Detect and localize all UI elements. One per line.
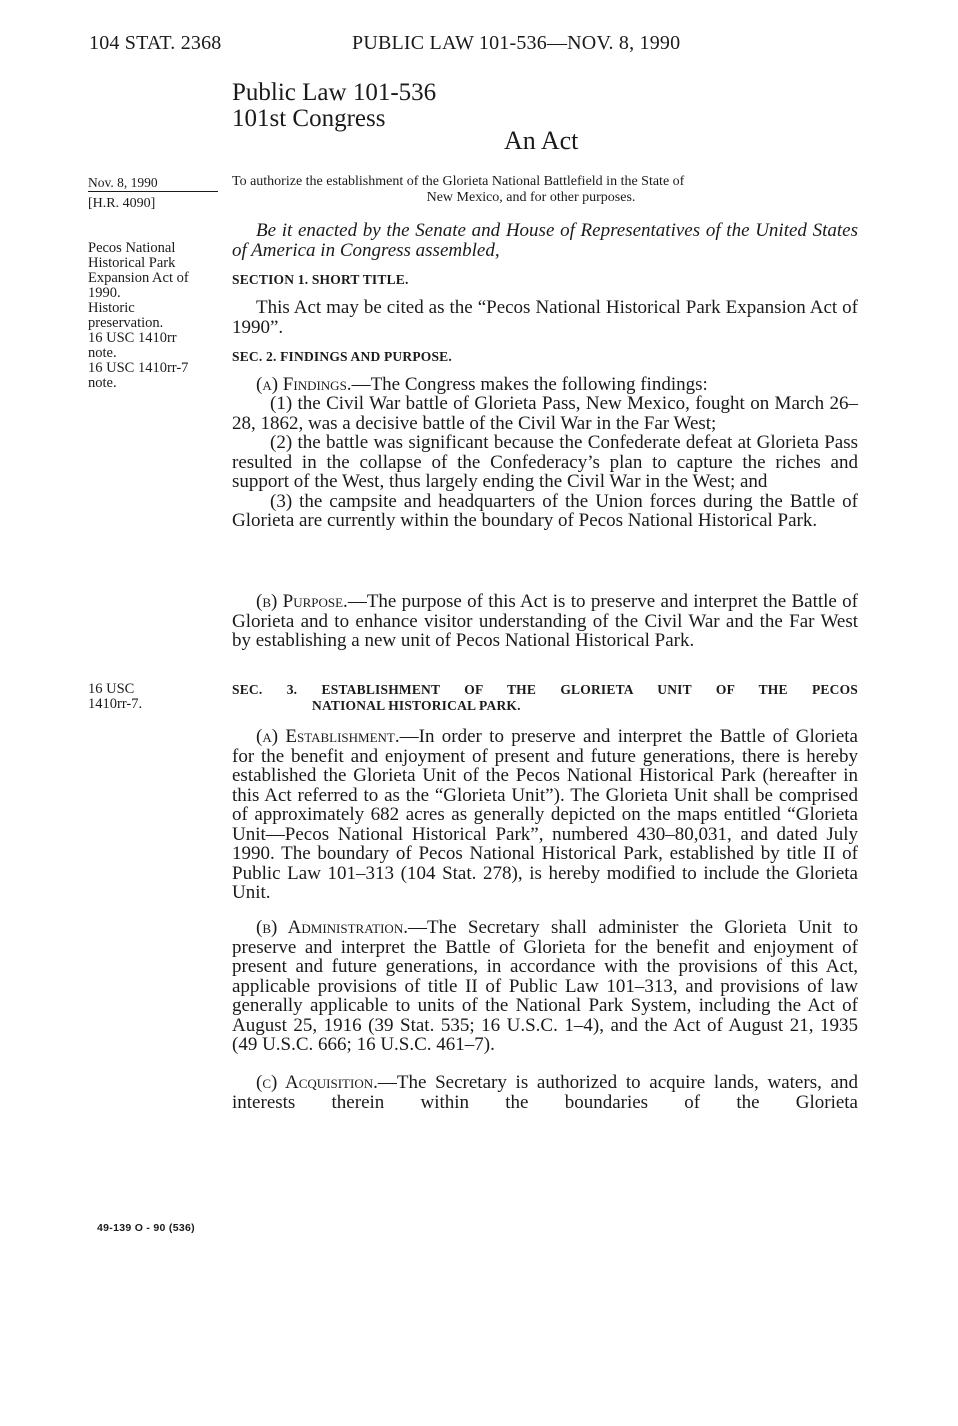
margin-note-line: Historical Park bbox=[88, 255, 176, 271]
margin-bill-number: [H.R. 4090] bbox=[88, 196, 156, 211]
margin-note-line: Expansion Act of bbox=[88, 270, 189, 286]
margin-note-line: Historic bbox=[88, 300, 135, 316]
margin-note-line: note. bbox=[88, 375, 117, 391]
margin-note-line: 16 USC 1410rr-7 bbox=[88, 360, 189, 376]
law-number: Public Law 101-536 bbox=[232, 79, 437, 106]
findings-list bbox=[232, 394, 858, 531]
finding-item bbox=[232, 394, 858, 433]
establishment-paragraph bbox=[232, 727, 858, 903]
margin-date-text: Nov. 8, 1990 bbox=[88, 175, 218, 192]
margin-note-line: Pecos National bbox=[88, 240, 176, 256]
congress: 101st Congress bbox=[232, 105, 386, 132]
purpose-label: (b) Purpose. bbox=[256, 591, 348, 612]
establishment-label: (a) Establishment. bbox=[256, 726, 400, 747]
enacting-clause: Be it enacted by the Senate and House of Representatives of the United States of America in Congress assembled, bbox=[232, 220, 858, 261]
administration-text: —The Secretary shall administer the Glorieta Unit to preserve and interpret the Battle of Glorieta for the benefit and enjoyment of present and future generations, in accordance with the provisions of this Act, applicable provisions of title II of Public Law 101–313, and provisions of law generally applicable to units of the National Park System, including the Act of August 25, 1916 (39 Stat. 535; 16 U.S.C. 1–4), and the Act of August 21, 1935 (49 U.S.C. 666; 16 U.S.C. 461–7). bbox=[232, 917, 859, 1055]
purpose-paragraph bbox=[232, 592, 858, 651]
finding-text: (2) the battle was significant because the Confederate defeat at Glorieta Pass resulted in the collapse of the Confederacy’s plan to capture the riches and support of the West, thus largely ending the Civil War in the West; and bbox=[232, 432, 858, 492]
findings-paragraph bbox=[232, 375, 858, 395]
findings-intro: —The Congress makes the following findings: bbox=[351, 374, 708, 395]
print-code-footer: 49-139 O - 90 (536) bbox=[97, 1222, 195, 1234]
margin-usc-line1: 16 USC bbox=[88, 681, 135, 697]
finding-item bbox=[232, 433, 858, 492]
margin-usc-citation bbox=[88, 682, 223, 712]
margin-note-line: note. bbox=[88, 345, 117, 361]
section-3-heading bbox=[232, 682, 858, 714]
margin-note-line: preservation. bbox=[88, 315, 164, 331]
purpose-text: —The purpose of this Act is to preserve and interpret the Battle of Glorieta and to enhance visitor understanding of the Civil War and the Far West by establishing a new unit of Pecos National Historical Park. bbox=[232, 591, 858, 651]
acquisition-paragraph bbox=[232, 1073, 858, 1112]
margin-notes bbox=[88, 241, 223, 391]
act-purpose bbox=[232, 174, 860, 206]
administration-paragraph bbox=[232, 918, 858, 1055]
section-1-text: This Act may be cited as the “Pecos National Historical Park Expansion Act of 1990”. bbox=[232, 297, 858, 338]
act-purpose-line2: New Mexico, and for other purposes. bbox=[426, 190, 636, 205]
margin-note-line: 1990. bbox=[88, 285, 121, 301]
page-header-law: PUBLIC LAW 101-536—NOV. 8, 1990 bbox=[352, 32, 681, 54]
margin-note-line: 16 USC 1410rr bbox=[88, 330, 177, 346]
margin-usc-line2: 1410rr-7. bbox=[88, 696, 143, 712]
section-3-heading-line1: SEC. 3. ESTABLISHMENT OF THE GLORIETA UNIT OF THE PECOS bbox=[232, 682, 858, 697]
section-2-heading: SEC. 2. FINDINGS AND PURPOSE. bbox=[232, 349, 452, 364]
administration-label: (b) Administration. bbox=[256, 917, 408, 938]
finding-item bbox=[232, 492, 858, 531]
acquisition-text: —The Secretary is authorized to acquire lands, waters, and interests therein within the boundaries of the Glorieta bbox=[232, 1072, 858, 1113]
margin-date bbox=[88, 175, 218, 192]
act-purpose-line1: To authorize the establishment of the Glorieta National Battlefield in the State of bbox=[232, 174, 685, 189]
page-header-stat: 104 STAT. 2368 bbox=[89, 32, 222, 54]
findings-label: (a) Findings. bbox=[256, 374, 352, 395]
finding-text: (3) the campsite and headquarters of the Union forces during the Battle of Glorieta are currently within the boundary of Pecos National Historical Park. bbox=[232, 490, 858, 531]
section-3-heading-line2: NATIONAL HISTORICAL PARK. bbox=[312, 698, 521, 713]
section-1-heading: SECTION 1. SHORT TITLE. bbox=[232, 272, 409, 287]
establishment-text: —In order to preserve and interpret the Battle of Glorieta for the benefit and enjoyment of present and future generations, there is hereby established the Glorieta Unit of the Pecos National Historical Park (hereafter in this Act referred to as the “Glorieta Unit”). The Glorieta Unit shall be comprised of approximately 682 acres as generally depicted on the maps entitled “Glorieta Unit—Pecos National Historical Park”, numbered 430–80,031, and dated July 1990. The boundary of Pecos National Historical Park, established by title II of Public Law 101–313 (104 Stat. 278), is hereby modified to include the Glorieta Unit. bbox=[232, 726, 858, 903]
act-title: An Act bbox=[504, 126, 579, 155]
acquisition-label: (c) Acquisition. bbox=[256, 1072, 378, 1093]
finding-text: (1) the Civil War battle of Glorieta Pass, New Mexico, fought on March 26–28, 1862, was a decisive battle of the Civil War in the Far West; bbox=[232, 393, 858, 434]
